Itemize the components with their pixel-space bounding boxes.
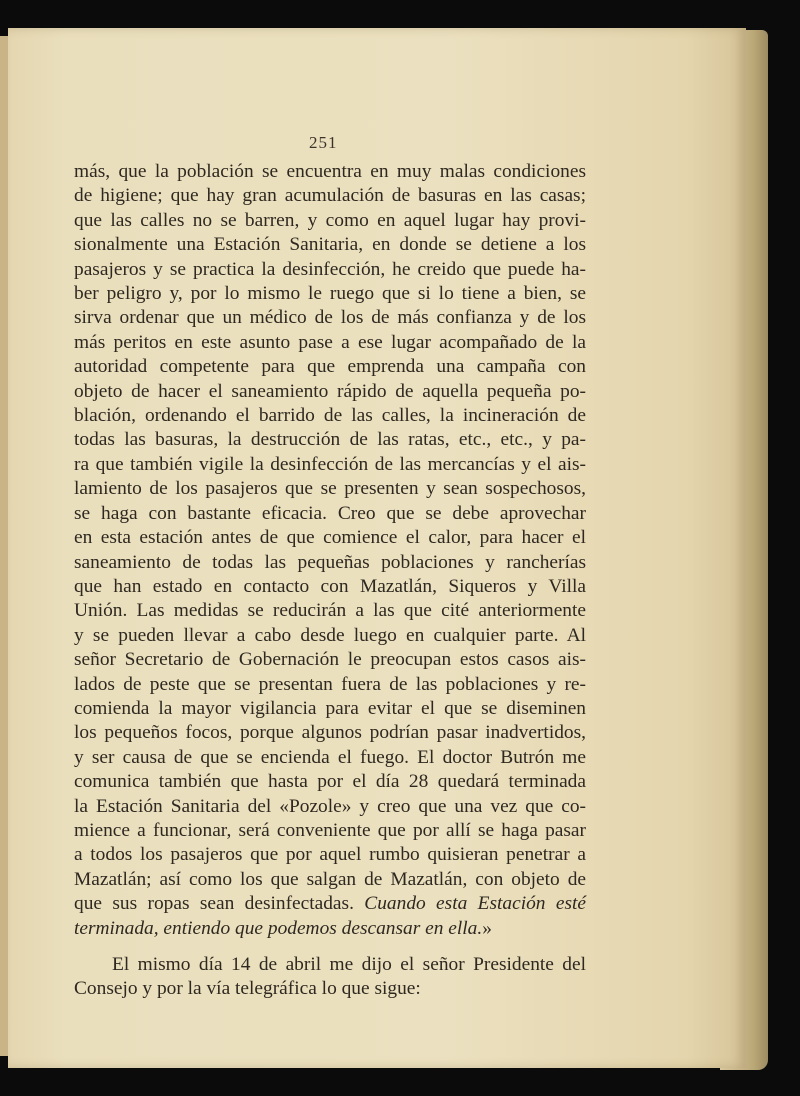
text-line: lados de peste que se presentan fuera de las poblaciones y re- <box>74 673 586 695</box>
paragraph-2 <box>74 953 586 1002</box>
text-line-italic <box>74 917 586 941</box>
text-line: Consejo y por la vía telegráfica lo que sigue: <box>74 978 421 1000</box>
text-line: que han estado en contacto con Mazatlán, Siqueros y Villa <box>74 575 586 597</box>
text-line: más, que la población se encuentra en muy malas condiciones <box>74 161 586 182</box>
body-text <box>74 160 586 1002</box>
text-line: El mismo día 14 de abril me dijo el señor Presidente del <box>112 954 586 975</box>
text-line: mience a funcionar, será conveniente que por allí se haga pasar <box>74 819 586 841</box>
text-line: ber peligro y, por lo mismo le ruego que si lo tiene a bien, se <box>74 283 586 305</box>
text-line: y se pueden llevar a cabo desde luego en cualquier parte. Al <box>74 624 586 646</box>
text-line: en esta estación antes de que comience el calor, para hacer el <box>74 527 586 549</box>
paragraph-1 <box>74 160 586 941</box>
text-line: más peritos en este asunto pase a ese lugar acompañado de la <box>74 331 586 353</box>
text-line: se haga con bastante eficacia. Creo que se debe aprovechar <box>74 502 586 524</box>
text-line: que las calles no se barren, y como en aquel lugar hay provi- <box>74 209 586 231</box>
text-line: sirva ordenar que un médico de los de más confianza y de los <box>74 307 586 329</box>
text-line: autoridad competente para que emprenda una campaña con <box>74 356 586 378</box>
text-line: comunica también que hasta por el día 28 quedará terminada <box>74 771 586 793</box>
text-line: comienda la mayor vigilancia para evitar el que se diseminen <box>74 697 586 719</box>
text-line: señor Secretario de Gobernación le preocupan estos casos ais- <box>74 649 586 671</box>
text-line: de higiene; que hay gran acumulación de basuras en las casas; <box>74 185 586 207</box>
text-line: y ser causa de que se encienda el fuego. El doctor Butrón me <box>74 746 586 768</box>
text-line: saneamiento de todas las pequeñas poblaciones y rancherías <box>74 551 586 573</box>
text-line: objeto de hacer el saneamiento rápido de aquella pequeña po- <box>74 380 586 402</box>
text-line: lamiento de los pasajeros que se presenten y sean sospechosos, <box>74 478 586 500</box>
plain-text: que sus ropas sean desinfectadas. <box>74 893 354 915</box>
text-line: los pequeños focos, porque algunos podrían pasar inadvertidos, <box>74 722 586 744</box>
text-line: Unión. Las medidas se reducirán a las que cité anteriormente <box>74 600 586 622</box>
text-line: pasajeros y se practica la desinfección, he creido que puede ha- <box>74 258 586 280</box>
italic-text: terminada, entiendo que podemos descansar en ella. <box>74 917 483 939</box>
closing-quote: » <box>482 917 492 939</box>
text-line: blación, ordenando el barrido de las calles, la incineración de <box>74 405 586 427</box>
text-line: Mazatlán; así como los que salgan de Mazatlán, con objeto de <box>74 868 586 890</box>
text-line: la Estación Sanitaria del «Pozole» y creo que una vez que co- <box>74 795 586 817</box>
text-line: todas las basuras, la destrucción de las ratas, etc., etc., y pa- <box>74 429 586 451</box>
text-line-mixed <box>74 892 586 916</box>
text-line: a todos los pasajeros que por aquel rumbo quisieran penetrar a <box>74 844 586 866</box>
text-line: ra que también vigile la desinfección de las mercancías y el ais- <box>74 453 586 475</box>
page-number: 251 <box>309 133 338 152</box>
text-line: sionalmente una Estación Sanitaria, en donde se detiene a los <box>74 234 586 256</box>
italic-text: Cuando esta Estación esté <box>364 893 586 915</box>
